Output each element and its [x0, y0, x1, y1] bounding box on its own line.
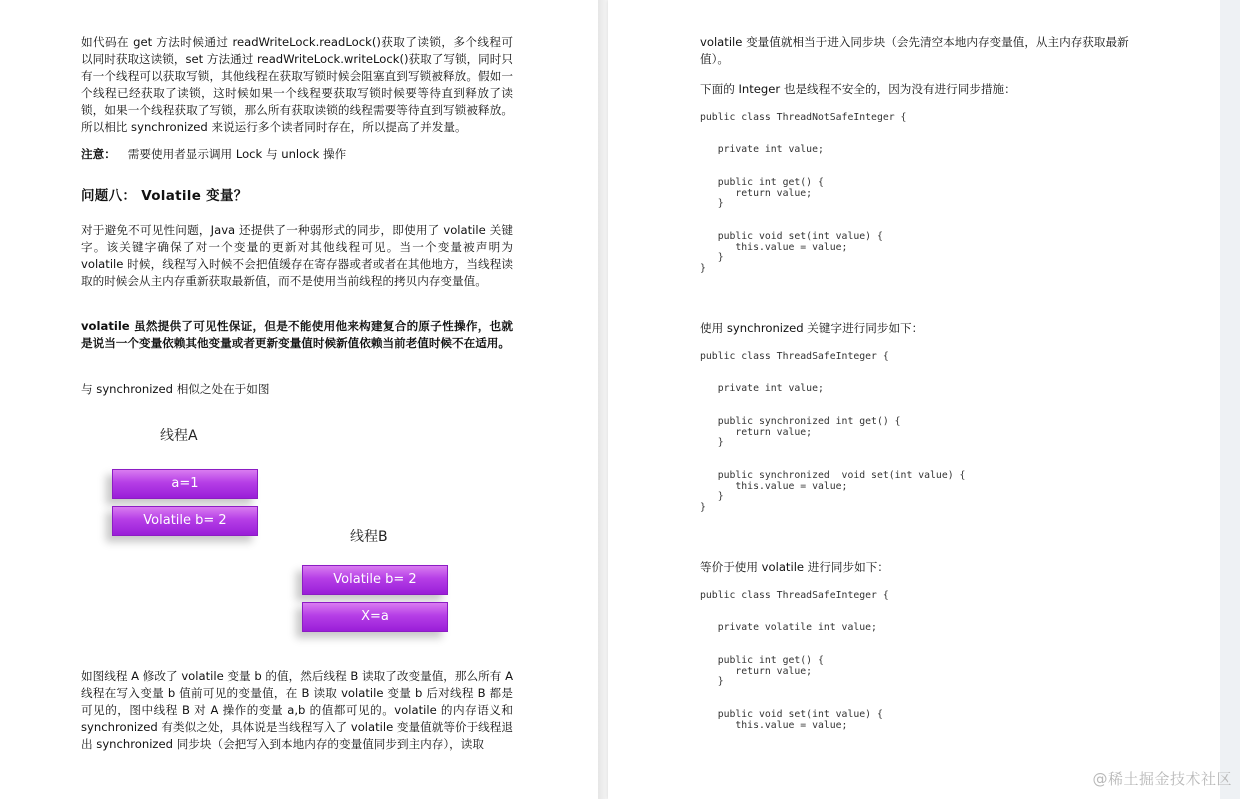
paragraph-readwritelock: 如代码在 get 方法时候通过 readWriteLock.readLock()获取了读锁，多个线程可以同时获取这读锁，set 方法通过 readWriteLock.writeLock()获取了写锁，同时只有一个线程可以获取写锁，其他线程在获取写锁时候会阻塞直到写锁被释放。假如一个线程已经获取了读锁，这时候如果一个线程要获取写锁时候要等待直到释放了读锁，如果一个线程获取了写锁，那么所有获取读锁的线程需要等待直到写锁被释放。所以相比 synchronized 来说运行多个读者同时存在，所以提高了并发量。 [81, 35, 513, 134]
thread-a-label: 线程A [160, 428, 198, 444]
right-gutter [1220, 0, 1240, 799]
section-heading: 问题八： Volatile 变量？ [81, 188, 248, 204]
document-page-left [0, 0, 598, 799]
note-line [81, 146, 346, 162]
thread-a-box-volatile: Volatile b= 2 [112, 506, 258, 536]
paragraph-synchronized: 使用 synchronized 关键字进行同步如下： [700, 321, 924, 335]
thread-b-box-volatile: Volatile b= 2 [302, 565, 448, 595]
note-text: 需要使用者显示调用 Lock 与 unlock 操作 [127, 147, 347, 161]
code-thread-safe-integer-sync: public class ThreadSafeInteger { private int value; public synchronized int get() { return value; } public synchronized void set(int value) { this.value = value; } } [700, 351, 966, 514]
watermark: @稀土掘金技术社区 [1092, 770, 1232, 788]
page-gutter [598, 0, 608, 799]
thread-b-box-x: X=a [302, 602, 448, 632]
thread-a-box-a: a=1 [112, 469, 258, 499]
paragraph-unsafe-integer: 下面的 Integer 也是线程不安全的，因为没有进行同步措施： [700, 82, 1016, 96]
paragraph-volatile-read: volatile 变量值就相当于进入同步块（会先清空本地内存变量值，从主内存获取最新值）。 [700, 35, 1129, 66]
paragraph-volatile-semantics: 如图线程 A 修改了 volatile 变量 b 的值，然后线程 B 读取了改变量值，那么所有 A 线程在写入变量 b 值前可见的变量值，在 B 读取 volatile 变量 b 后对线程 B 都是可见的，图中线程 B 对 A 操作的变量 a,b 的值都可见的。volatile 的内存语义和 synchronized 有类似之处，具体说是当线程写入了 volatile 变量值就等价于线程退出 synchronized 同步块（会把写入到本地内存的变量值同步到主内存），读取 [81, 669, 513, 751]
paragraph-figure-intro: 与 synchronized 相似之处在于如图 [81, 382, 270, 396]
paragraph-volatile-intro: 对于避免不可见性问题，Java 还提供了一种弱形式的同步，即使用了 volatile 关键字。该关键字确保了对一个变量的更新对其他线程可见。当一个变量被声明为 volatile 时候，线程写入时候不会把值缓存在寄存器或者或者在其他地方，当线程读取的时候会从主内存重新获取最新值，而不是使用当前线程的拷贝内存变量值。 [81, 223, 513, 288]
paragraph-volatile-warning: volatile 虽然提供了可见性保证，但是不能使用他来构建复合的原子性操作，也就是说当一个变量依赖其他变量或者更新变量值时候新值依赖当前老值时候不在适用。 [81, 319, 513, 350]
thread-b-label: 线程B [350, 529, 388, 545]
note-label: 注意： [81, 147, 116, 161]
paragraph-volatile-sync: 等价于使用 volatile 进行同步如下： [700, 560, 889, 574]
code-thread-not-safe-integer: public class ThreadNotSafeInteger { private int value; public int get() { return value; } public void set(int value) { this.value = value; } } [700, 112, 907, 275]
code-thread-safe-integer-volatile: public class ThreadSafeInteger { private volatile int value; public int get() { return value; } public void set(int value) { this.value = value; [700, 590, 889, 731]
